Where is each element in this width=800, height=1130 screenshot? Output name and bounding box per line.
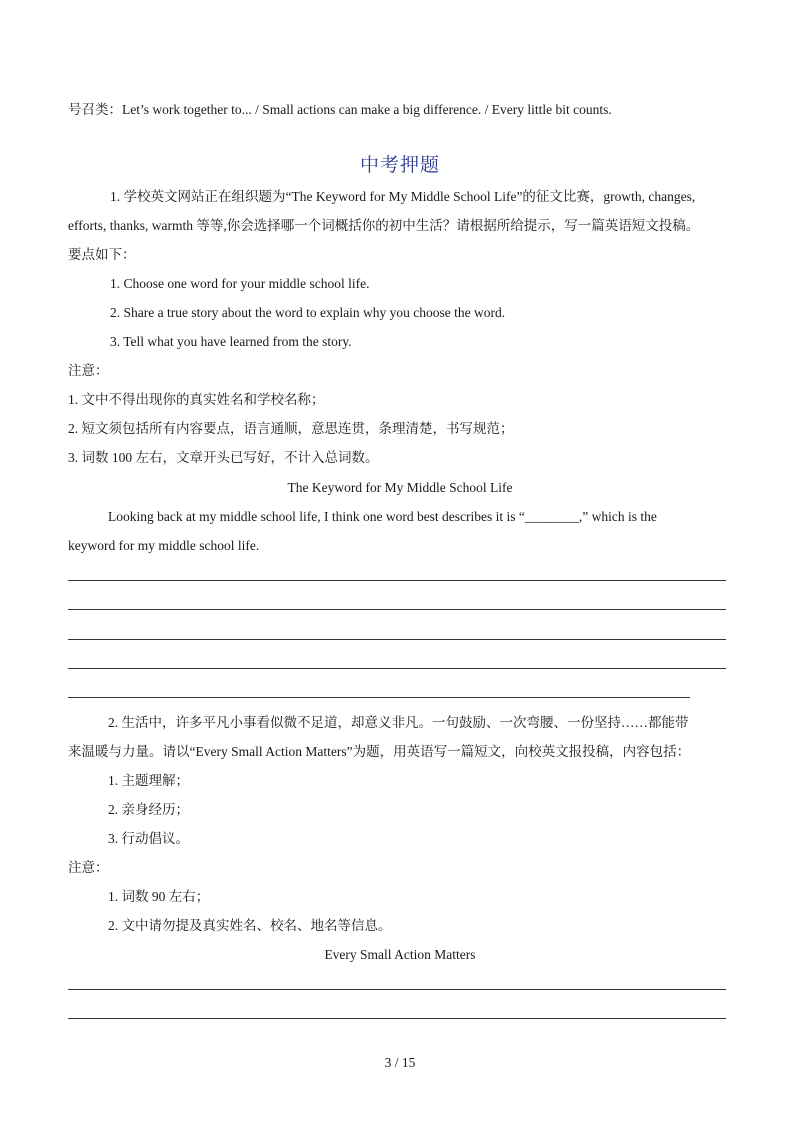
q1-prompt-line1: 1. 学校英文网站正在组织题为“The Keyword for My Middle School Life”的征文比赛，growth, changes, — [110, 189, 696, 204]
q2-note-label: 注意： — [68, 860, 109, 875]
section-title: 中考押题 — [359, 155, 440, 176]
answer-line[interactable] — [68, 697, 690, 698]
q2-point: 2. 亲身经历； — [108, 802, 189, 817]
q1-note: 3. 词数 100 左右，文章开头已写好，不计入总词数。 — [68, 450, 379, 465]
q2-prompt-line2: 来温暖与力量。请以“Every Small Action Matters”为题，用英语写一篇短文，向校英文报投稿，内容包括： — [68, 744, 691, 759]
q1-note: 1. 文中不得出现你的真实姓名和学校名称； — [68, 392, 325, 407]
slogan-text: 号召类：Let’s work together to... / Small actions can make a big difference. / Every little bit counts. — [68, 102, 612, 117]
q1-point: 3. Tell what you have learned from the story. — [110, 334, 352, 349]
q2-essay-title: Every Small Action Matters — [324, 947, 476, 962]
q1-prompt-line3: 要点如下： — [68, 247, 136, 262]
q1-prompt-line2: efforts, thanks, warmth 等等,你会选择哪一个词概括你的初中生活？请根据所给提示，写一篇英语短文投稿。 — [68, 218, 700, 233]
page-number: 3 / 15 — [384, 1055, 416, 1070]
answer-line[interactable] — [68, 580, 726, 581]
answer-line[interactable] — [68, 1018, 726, 1019]
answer-line[interactable] — [68, 639, 726, 640]
answer-line[interactable] — [68, 989, 726, 990]
q1-note-label: 注意： — [68, 363, 109, 378]
q1-essay-title: The Keyword for My Middle School Life — [287, 480, 513, 495]
q2-point: 3. 行动倡议。 — [108, 831, 189, 846]
answer-line[interactable] — [68, 609, 726, 610]
q1-point: 2. Share a true story about the word to explain why you choose the word. — [110, 305, 506, 320]
q2-point: 1. 主题理解； — [108, 773, 189, 788]
answer-line[interactable] — [68, 668, 726, 669]
q1-note: 2. 短文须包括所有内容要点，语言通顺，意思连贯，条理清楚，书写规范； — [68, 421, 514, 436]
q1-opening-line1: Looking back at my middle school life, I think one word best describes it is “________,” which is the — [108, 509, 657, 524]
q1-point: 1. Choose one word for your middle school life. — [110, 276, 370, 291]
q2-prompt-line1: 2. 生活中，许多平凡小事看似微不足道，却意义非凡。一句鼓励、一次弯腰、一份坚持……都能带 — [108, 715, 689, 730]
q1-opening-line2: keyword for my middle school life. — [68, 538, 260, 553]
q2-note: 2. 文中请勿提及真实姓名、校名、地名等信息。 — [108, 918, 392, 933]
q2-note: 1. 词数 90 左右； — [108, 889, 210, 904]
